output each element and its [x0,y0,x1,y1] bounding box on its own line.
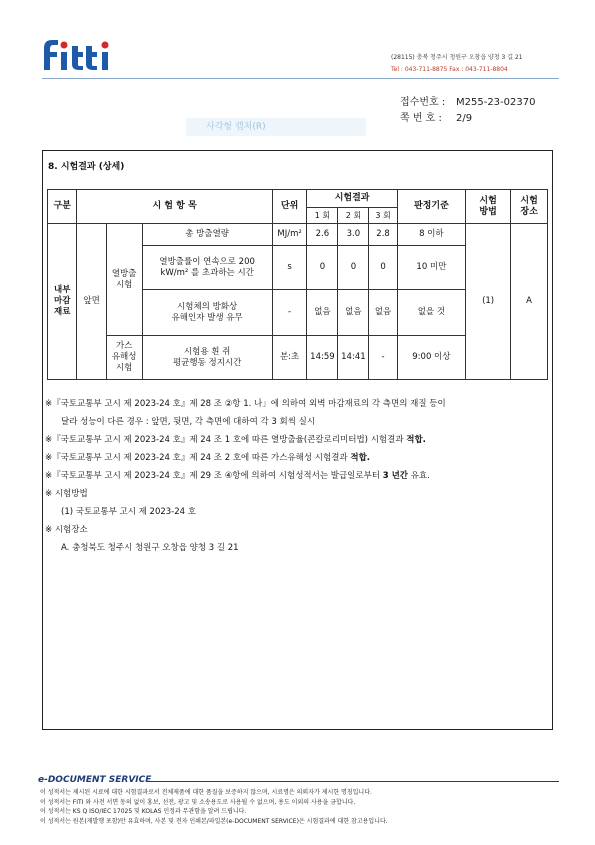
run1-cell: 2.6 [307,224,338,246]
fiti-logo [42,36,134,72]
header-run-1: 1 회 [307,208,338,224]
note-2: ※『국토교통부 고시 제 2023-24 호』제 24 조 1 호에 따른 열방출율(콘칼로리미터법) 시험결과 적합. [45,435,426,445]
note-2-verdict: 적합. [406,435,426,445]
criteria-cell: 없을 것 [397,290,465,336]
run1-cell: 없음 [307,290,338,336]
header-item: 시 험 항 목 [77,190,272,224]
method-cell: (1) [466,224,511,380]
footer-line: 이 성적서는 제시된 시료에 대한 시험결과로서 전체제품에 대한 품질을 보증하지 않으며, 시료명은 의뢰자가 제시한 명칭입니다. [40,789,372,796]
run3-cell: - [369,336,397,380]
run2-cell: 0 [338,246,369,290]
header-criteria: 판정기준 [397,190,465,224]
results-table [47,189,548,380]
page-number-label: 쪽 번 호 : [400,113,442,124]
footer-disclaimer [40,788,388,826]
place-item: A. 충청북도 청주시 청원구 오창읍 양청 3 길 21 [61,543,239,553]
receipt-info [400,95,535,127]
method-title: ※ 시험방법 [45,489,88,499]
subtest-gas-cell: 가스 유해성 시험 [106,336,142,380]
note-4: ※『국토교통부 고시 제 2023-24 호』제 29 조 ④항에 의하여 시험성적서는 발급일로부터 3 년간 유효. [45,471,430,481]
note-4-validity: 3 년간 [382,471,409,481]
place-title: ※ 시험장소 [45,525,88,535]
footer-line: 이 성적서는 KS Q ISO/IEC 17025 및 KOLAS 인정과 무관함을 알려 드립니다. [40,808,247,815]
place-cell: A [511,224,548,380]
note-1: ※『국토교통부 고시 제 2023-24 호』제 28 조 ②항 1. 나」에 의하여 외벽 마감재료의 각 측면의 재질 등이 [45,399,446,409]
capture-watermark: 사각형 캡처(R) [186,118,366,136]
category-cell: 내부 마감 재료 [48,224,77,380]
unit-cell: s [272,246,307,290]
note-1-cont: 달라 성능이 다른 경우 : 앞면, 뒷면, 각 측면에 대하여 각 3 회씩 실시 [61,417,316,427]
unit-cell: 분:초 [272,336,307,380]
header-method: 시험 방법 [466,190,511,224]
run1-cell: 14:59 [307,336,338,380]
header-result: 시험결과 [307,190,397,208]
header-category: 구분 [48,190,77,224]
header-place: 시험 장소 [511,190,548,224]
method-item: (1) 국토교통부 고시 제 2023-24 호 [61,507,196,517]
receipt-number-value: M255-23-02370 [456,97,536,108]
unit-cell: MJ/m² [272,224,307,246]
header-address: (28115) 충북 청주시 청원구 오창읍 양청 3 길 21 [391,54,523,61]
footer-divider [148,781,559,782]
footer-line: 이 성적서는 원본(재발행 포함)만 유효하며, 사본 및 전자 인쇄본/파일본(e-DOCUMENT SERVICE)은 시험결과에 대한 참고용입니다. [40,817,388,825]
run2-cell: 14:41 [338,336,369,380]
header-phone-fax: Tel : 043-711-8875 Fax : 043-711-8804 [391,66,508,73]
header-divider [42,78,559,79]
run1-cell: 0 [307,246,338,290]
criteria-cell: 10 미만 [397,246,465,290]
page-number-value: 2/9 [456,113,473,124]
note-3: ※『국토교통부 고시 제 2023-24 호』제 24 조 2 호에 따른 가스유해성 시험결과 적합. [45,453,371,463]
run3-cell: 0 [369,246,397,290]
e-document-service-label: e-DOCUMENT SERVICE [38,775,152,785]
run3-cell: 2.8 [369,224,397,246]
notes [45,395,550,557]
header-unit: 단위 [272,190,307,224]
item-cell: 시험용 흰 쥐 평균행동 정지시간 [142,336,272,380]
criteria-cell: 9:00 이상 [397,336,465,380]
item-cell: 총 방출열량 [142,224,272,246]
item-cell: 열방출률이 연속으로 200 kW/m² 를 초과하는 시간 [142,246,272,290]
run3-cell: 없음 [369,290,397,336]
header-run-3: 3 회 [369,208,397,224]
header-contact [391,52,551,76]
section-title: 8. 시험결과 (상세) [48,162,125,172]
table-row [48,224,548,246]
test-results-panel [42,150,553,730]
run2-cell: 없음 [338,290,369,336]
side-cell: 앞면 [77,224,106,380]
criteria-cell: 8 이하 [397,224,465,246]
item-cell: 시험체의 방화상 유해인자 발생 유무 [142,290,272,336]
footer-line: 이 성적서는 FITI 와 사전 서면 동의 없이 홍보, 선전, 광고 및 소송용도로 사용될 수 없으며, 용도 이외의 사용을 금합니다. [40,798,356,806]
run2-cell: 3.0 [338,224,369,246]
receipt-number-label: 접수번호 : [400,97,446,108]
note-3-verdict: 적합. [350,453,371,463]
unit-cell: - [272,290,307,336]
subtest-heat-cell: 열방출 시험 [106,224,142,336]
header-run-2: 2 회 [338,208,369,224]
